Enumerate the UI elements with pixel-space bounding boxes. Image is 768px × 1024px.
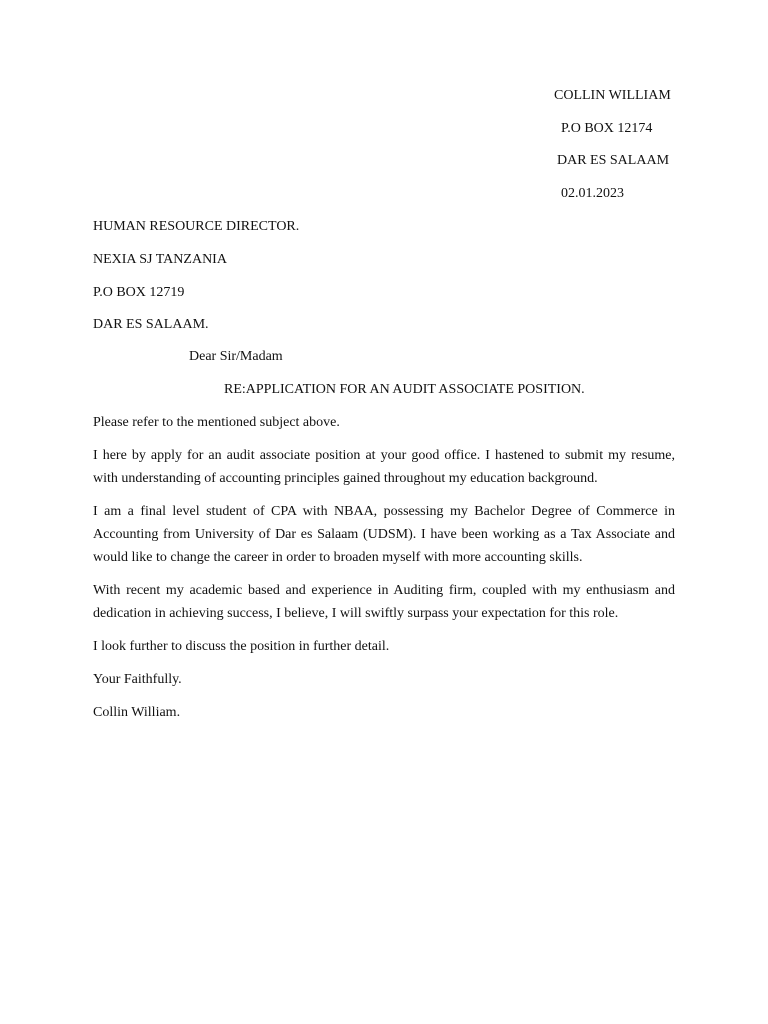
sender-po-box: P.O BOX 12174 <box>561 121 653 136</box>
recipient-po-box: P.O BOX 12719 <box>93 285 185 300</box>
recipient-title: HUMAN RESOURCE DIRECTOR. <box>93 219 300 234</box>
sender-city: DAR ES SALAAM <box>557 153 670 168</box>
subject-line: RE:APPLICATION FOR AN AUDIT ASSOCIATE POSITION. <box>224 382 585 397</box>
body-paragraph: I look further to discuss the position in further detail. <box>93 639 390 654</box>
sender-name: COLLIN WILLIAM <box>554 88 671 103</box>
closing: Your Faithfully. <box>93 672 182 687</box>
body-paragraph: I am a final level student of CPA with NBAA, possessing my Bachelor Degree of Commerce in Accounting from University of Dar es Salaam (UDSM). I have been working as a Tax Associate and would like to change the career in order to broaden myself with more accounting skills. <box>93 504 675 565</box>
body-paragraph: Please refer to the mentioned subject above. <box>93 415 340 430</box>
body-paragraph: I here by apply for an audit associate position at your good office. I hastened to submit my resume, with understanding of accounting principles gained throughout my education background. <box>93 448 675 486</box>
recipient-company: NEXIA SJ TANZANIA <box>93 252 227 267</box>
letter-date: 02.01.2023 <box>561 186 624 201</box>
salutation: Dear Sir/Madam <box>189 349 283 364</box>
recipient-city: DAR ES SALAAM. <box>93 317 209 332</box>
signature-name: Collin William. <box>93 705 181 720</box>
body-paragraph: With recent my academic based and experience in Auditing firm, coupled with my enthusiasm and dedication in achieving success, I believe, I will swiftly surpass your expectation for this role. <box>93 583 675 621</box>
